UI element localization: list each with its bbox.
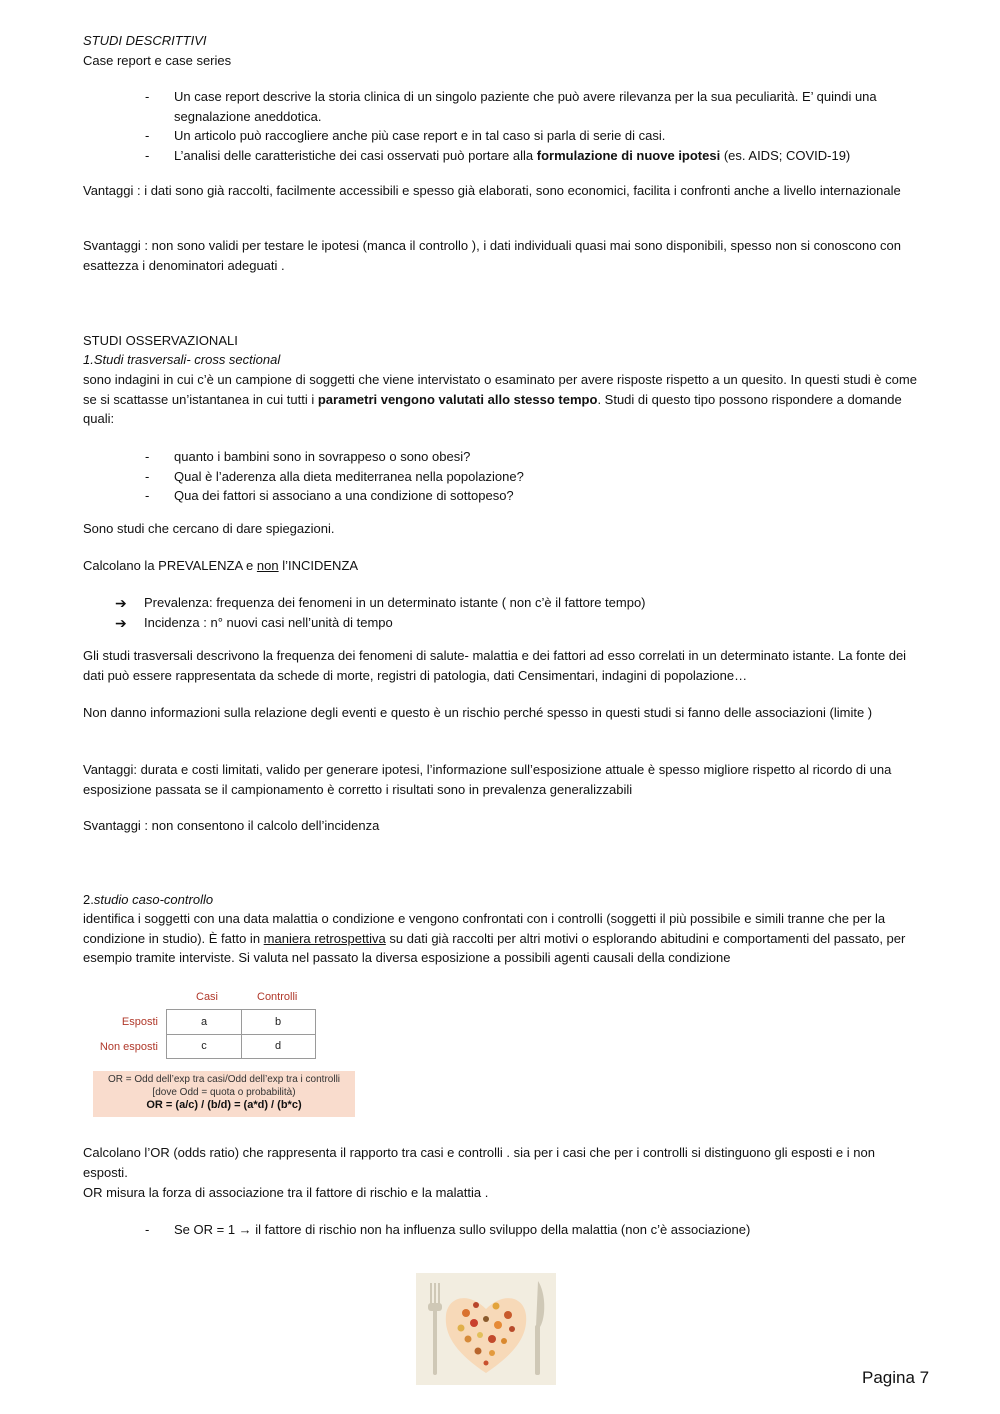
bullet-list-domande	[0, 447, 918, 506]
section-title-studi-osservazionali: STUDI OSSERVAZIONALI	[83, 333, 238, 348]
contingency-table-figure	[90, 985, 360, 1120]
list-item: - Qua dei fattori si associano a una condizione di sottopeso?	[145, 488, 514, 504]
paragraph-spiegazioni: Sono studi che cercano di dare spiegazioni.	[83, 521, 335, 536]
right-arrow-icon: →	[238, 1222, 252, 1237]
arrow-list-definizioni	[0, 593, 918, 633]
list-item: ➔ Prevalenza: frequenza dei fenomeni in un determinato istante ( non c’è il fattore tempo)	[115, 595, 646, 611]
table-cell: d	[274, 1040, 282, 1052]
section-subtitle-case-report: Case report e case series	[83, 53, 232, 68]
section-title-studi-descrittivi: STUDI DESCRITTIVI	[83, 33, 207, 48]
list-item: - quanto i bambini sono in sovrappeso o sono obesi?	[145, 449, 471, 464]
section-subtitle-trasversali: 1.Studi trasversali- cross sectional	[83, 352, 281, 367]
paragraph-svantaggi: Svantaggi : non sono validi per testare le ipotesi (manca il controllo ), i dati individuali quasi mai sono disponibili, spesso non si conoscono con esattezza i denominatori adeguati .	[83, 238, 902, 273]
list-item: - L’analisi delle caratteristiche dei casi osservati può portare alla formulazione di nuove ipotesi (es. AIDS; COVID-19)	[145, 147, 851, 163]
paragraph-caso-controllo: identifica i soggetti con una data malattia o condizione e vengono confrontati con i controlli (soggetti il più possibile e simili tranne che per la condizione in studio). È fatto in maniera retrospettiva su dati già raccolti per altri motivi o esplorando abitudini e comportamenti del passato, per esempio tramite interviste. Si valuta nel passato la diversa esposizione a possibili agenti causali della condizione	[83, 911, 906, 966]
table-cell: c	[201, 1040, 207, 1052]
paragraph-odds-ratio: Calcolano l’OR (odds ratio) che rappresenta il rapporto tra casi e controlli . sia per i casi che per i controlli si distinguono gli esposti e i non esposti.	[83, 1145, 875, 1180]
list-item: - Se OR = 1 → il fattore di rischio non ha influenza sullo sviluppo della malattia (non c’è associazione)	[145, 1222, 751, 1237]
heart-food-logo	[416, 1273, 556, 1385]
paragraph-svantaggi-trasversali: Svantaggi : non consentono il calcolo dell’incidenza	[83, 818, 380, 833]
paragraph-vantaggi-trasversali: Vantaggi: durata e costi limitati, valido per generare ipotesi, l’informazione sull’esposizione attuale è spesso migliore rispetto al ricordo di una esposizione passata se il campionamento è corretto i risultati sono in prevalenza generalizzabili	[83, 762, 892, 797]
paragraph-limite: Non danno informazioni sulla relazione degli eventi e questo è un rischio perché spesso in questi studi si fanno delle associazioni (limite )	[83, 705, 873, 720]
table-cell: b	[274, 1016, 282, 1028]
paragraph-vantaggi: Vantaggi : i dati sono già raccolti, facilmente accessibili e spesso già elaborati, sono economici, facilita i confronti anche a livello internazionale	[83, 183, 901, 198]
column-header-controlli: Controlli	[257, 991, 298, 1003]
table-cell: a	[200, 1016, 208, 1028]
bullet-list-case-report	[0, 87, 918, 165]
paragraph-frequenza: Gli studi trasversali descrivono la frequenza dei fenomeni di salute- malattia e dei fattori ad esso correlati in un determinato istante. La fonte dei dati può essere rappresentata da schede di morte, registri di patologia, dati Censimentari, indagini di popolazione…	[83, 648, 907, 683]
page-number: Pagina 7	[862, 1368, 930, 1387]
paragraph-trasversali-intro: sono indagini in cui c’è un campione di soggetti che viene intervistato o esaminato per avere risposte rispetto a un quesito. In questi studi è come se si scattasse un’istantanea in cui tutti i parametri vengono valutati allo stesso tempo. Studi di questo tipo possono rispondere a domande quali:	[83, 372, 917, 427]
list-item: - Qual è l’aderenza alla dieta mediterranea nella popolazione?	[145, 468, 524, 484]
section-title-caso-controllo: 2.studio caso-controllo	[83, 892, 214, 907]
row-header-esposti: Esposti	[121, 1016, 158, 1028]
list-item: ➔ Incidenza : n° nuovi casi nell’unità di tempo	[115, 615, 393, 631]
paragraph-prevalenza-incidenza: Calcolano la PREVALENZA e non l’INCIDENZA	[83, 558, 359, 573]
list-item: - Un articolo può raccogliere anche più case report e in tal caso si parla di serie di casi.	[145, 128, 666, 144]
right-arrow-icon: ➔	[115, 595, 127, 611]
bullet-list-or	[0, 1220, 918, 1240]
odds-ratio-formula-box: OR = Odd dell’exp tra casi/Odd dell’exp tra i controlli [dove Odd = quota o probabilità) OR = (a/c) / (b/d) = (a*d) / (b*c)	[93, 1071, 355, 1117]
table-grid	[166, 1009, 316, 1059]
heart-food-fork-knife-icon	[416, 1273, 556, 1385]
row-header-non-esposti: Non esposti	[99, 1041, 158, 1053]
right-arrow-icon: ➔	[115, 615, 127, 631]
column-header-casi: Casi	[196, 991, 219, 1003]
paragraph-or-forza: OR misura la forza di associazione tra il fattore di rischio e la malattia .	[83, 1185, 489, 1200]
list-item: - Un case report descrive la storia clinica di un singolo paziente che può avere rilevanza per la sua peculiarità. E’ quindi una segnalazione aneddotica.	[145, 89, 877, 124]
